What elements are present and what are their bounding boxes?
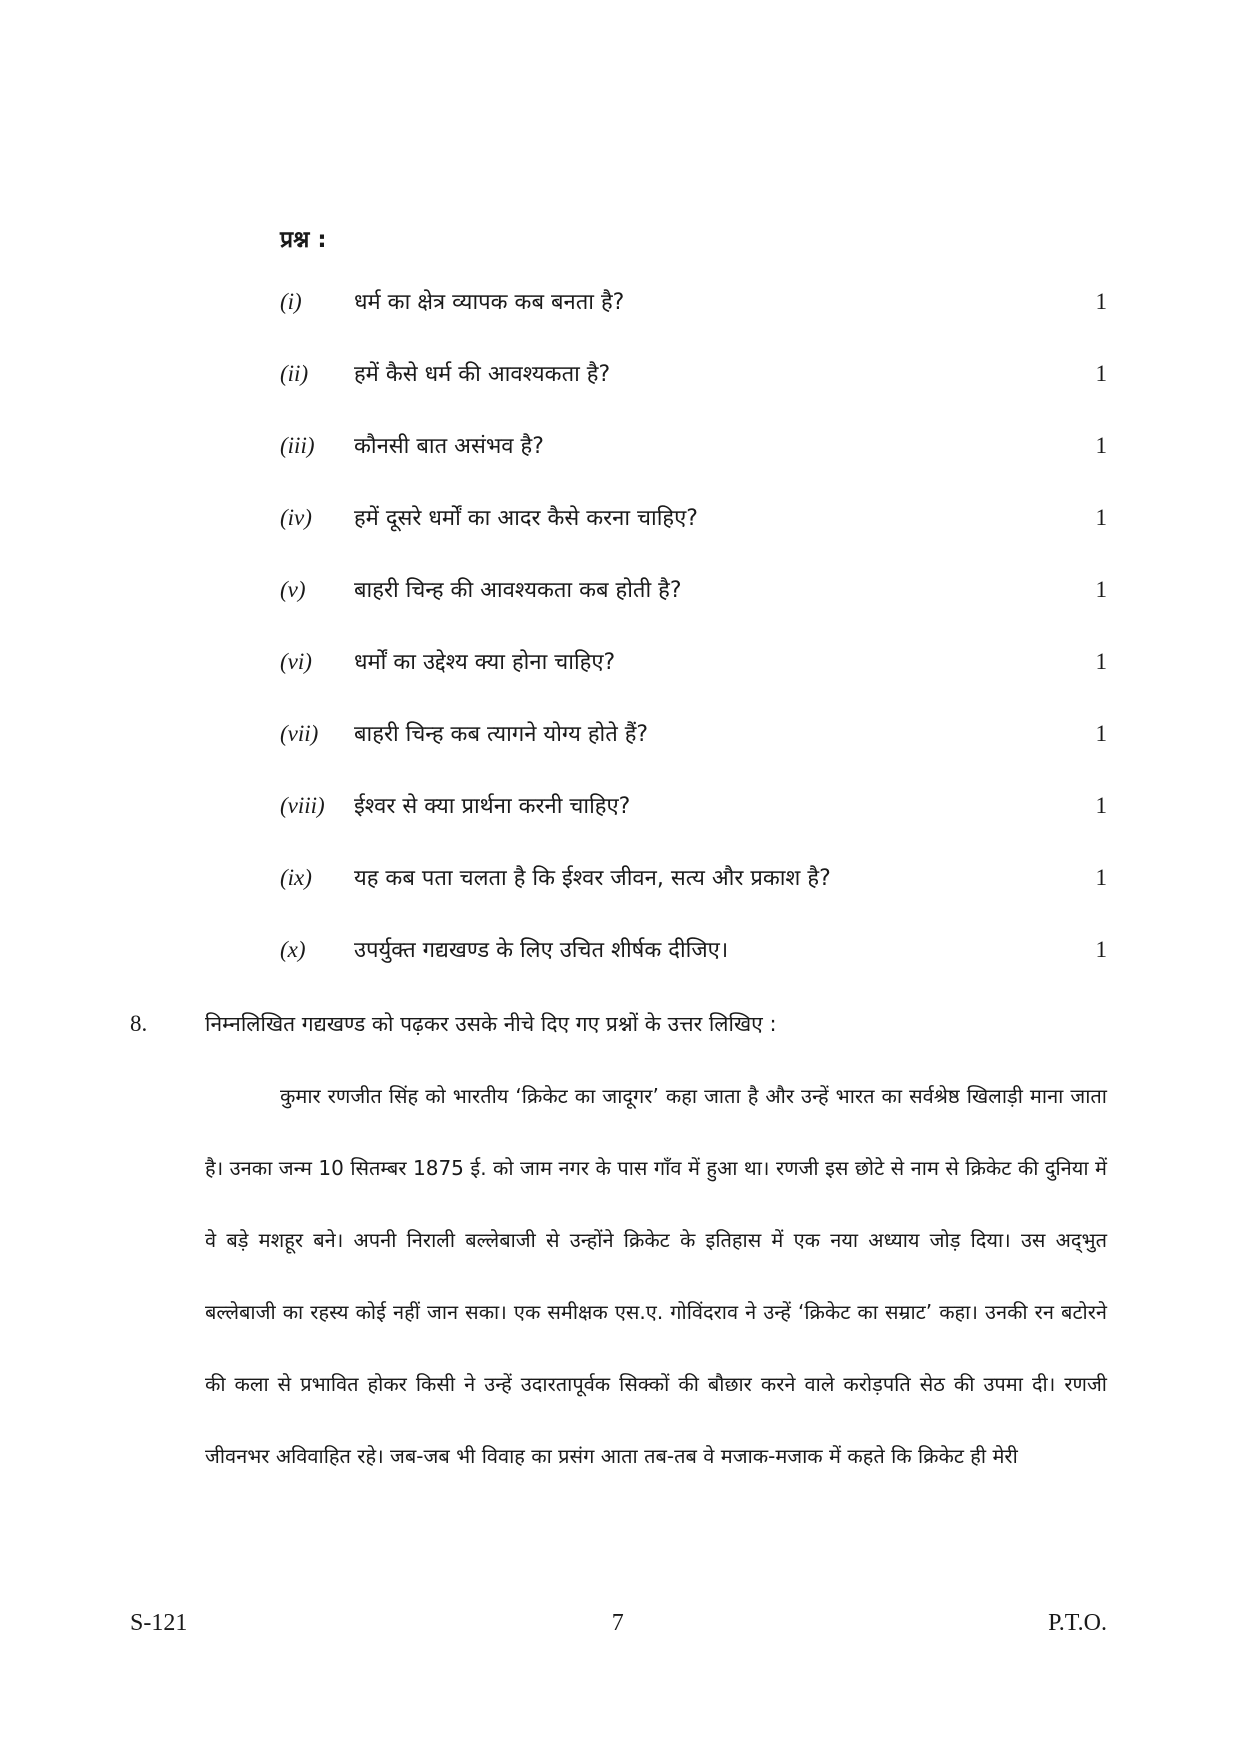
questions-heading: प्रश्न : [280,227,327,253]
question-number: (iii) [280,433,315,458]
page-footer [130,1610,1107,1637]
question-number: (i) [280,289,302,314]
question-text: कौनसी बात असंभव है? [354,434,544,459]
question-marks: 1 [1095,289,1107,314]
question-number: (x) [280,937,306,962]
section-number: 8. [130,1011,148,1036]
question-text: ईश्वर से क्या प्रार्थना करनी चाहिए? [354,794,631,819]
question-marks: 1 [1095,721,1107,746]
question-text: बाहरी चिन्ह कब त्यागने योग्य होते हैं? [354,722,649,747]
question-marks: 1 [1095,649,1107,674]
question-number: (ii) [280,361,309,386]
question-item [280,790,1107,862]
question-marks: 1 [1095,505,1107,530]
question-marks: 1 [1095,361,1107,386]
section-8-heading [130,1010,1107,1038]
question-item [280,286,1107,358]
question-number: (ix) [280,865,312,890]
question-text: यह कब पता चलता है कि ईश्वर जीवन, सत्य और प्रकाश है? [354,866,831,891]
paper-code: S-121 [130,1610,188,1636]
question-marks: 1 [1095,577,1107,602]
question-text: धर्म का क्षेत्र व्यापक कब बनता है? [354,290,625,315]
question-number: (iv) [280,505,312,530]
question-item [280,574,1107,646]
passage-text: कुमार रणजीत सिंह को भारतीय ‘क्रिकेट का जादूगर’ कहा जाता है और उन्हें भारत का सर्वश्रेष्ठ खिलाड़ी माना जाता है। उनका जन्म 10 सितम्बर 1875 ई. को जाम नगर के पास गाँव में हुआ था। रणजी इस छोटे से नाम से क्रिकेट की दुनिया में वे बड़े मशहूर बने। अपनी निराली बल्लेबाजी से उन्होंने क्रिकेट के इतिहास में एक नया अध्याय जोड़ दिया। उस अद्‌भुत बल्लेबाजी का रहस्य कोई नहीं जान सका। एक समीक्षक एस.ए. गोविंदराव ने उन्हें ‘क्रिकेट का सम्राट’ कहा। उनकी रन बटोरने की कला से प्रभावित होकर किसी ने उन्हें उदारतापूर्वक सिक्कों की बौछार करने वाले करोड़पति सेठ की उपमा दी। रणजी जीवनभर अविवाहित रहे। जब-जब भी विवाह का प्रसंग आता तब-तब वे मजाक-मजाक में कहते कि क्रिकेट ही मेरी [205,1084,1107,1468]
question-item [280,646,1107,718]
question-text: हमें कैसे धर्म की आवश्यकता है? [354,362,611,387]
question-item [280,358,1107,430]
section-8 [130,1010,1107,1492]
question-number: (v) [280,577,306,602]
page-number: 7 [611,1610,624,1636]
question-item [280,934,1107,1006]
section-instruction: निम्नलिखित गद्यखण्ड को पढ़कर उसके नीचे दिए गए प्रश्नों के उत्तर लिखिए : [205,1012,777,1036]
question-list [280,286,1107,1006]
question-marks: 1 [1095,937,1107,962]
question-number: (viii) [280,793,325,818]
question-marks: 1 [1095,793,1107,818]
question-item [280,862,1107,934]
question-number: (vi) [280,649,312,674]
question-marks: 1 [1095,433,1107,458]
pto-label: P.T.O. [1048,1610,1107,1636]
question-text: बाहरी चिन्ह की आवश्यकता कब होती है? [354,578,682,603]
question-marks: 1 [1095,865,1107,890]
question-text: उपर्युक्त गद्यखण्ड के लिए उचित शीर्षक दीजिए। [354,938,729,963]
question-item [280,502,1107,574]
question-item [280,430,1107,502]
question-text: धर्मों का उद्देश्य क्या होना चाहिए? [354,650,616,675]
question-number: (vii) [280,721,319,746]
question-text: हमें दूसरे धर्मों का आदर कैसे करना चाहिए? [354,506,698,531]
question-item [280,718,1107,790]
